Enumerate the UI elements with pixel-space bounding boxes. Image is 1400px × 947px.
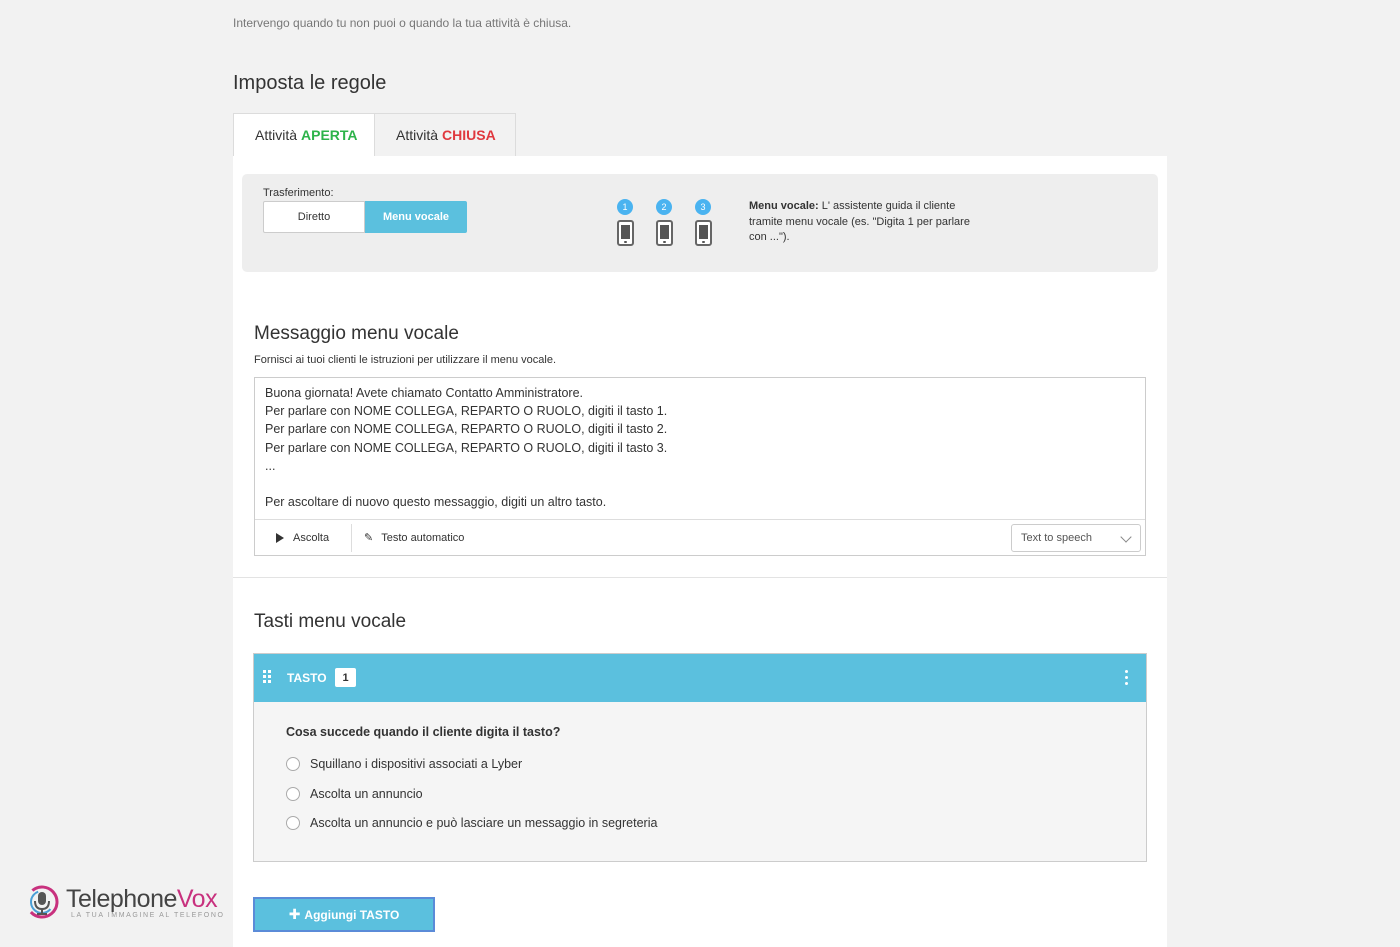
radio-button[interactable] xyxy=(286,816,300,830)
key-card xyxy=(253,653,1147,862)
key-card-header xyxy=(254,654,1146,702)
add-key-label: Aggiungi TASTO xyxy=(304,907,400,922)
option-ring-devices[interactable] xyxy=(286,757,522,771)
chevron-down-icon xyxy=(1120,531,1131,542)
option-label: Squillano i dispositivi associati a Lyber xyxy=(310,757,523,771)
number-badge-1: 1 xyxy=(617,199,633,215)
tab-open-prefix: Attività xyxy=(255,127,298,143)
message-subtitle: Fornisci ai tuoi clienti le istruzioni per utilizzare il menu vocale. xyxy=(254,354,557,366)
pencil-icon: ✎ xyxy=(364,532,374,544)
message-title: Messaggio menu vocale xyxy=(254,323,459,344)
message-toolbar xyxy=(255,519,1145,555)
number-badge-3: 3 xyxy=(695,199,711,215)
logo-telephone: Telephone xyxy=(66,884,177,913)
phone-icon xyxy=(617,220,634,246)
tab-closed[interactable] xyxy=(375,113,516,157)
phones-illustration xyxy=(616,199,712,246)
tab-closed-prefix: Attività xyxy=(396,127,439,143)
tab-open[interactable] xyxy=(233,113,375,157)
more-options-icon[interactable] xyxy=(1125,670,1129,686)
key-question: Cosa succede quando il cliente digita il tasto? xyxy=(286,725,561,739)
telephonevox-logo xyxy=(24,884,225,920)
message-textarea[interactable]: Buona giornata! Avete chiamato Contatto Amministratore. Per parlare con NOME COLLEGA, REPARTO O RUOLO, digiti il tasto 1. Per parlare con NOME COLLEGA, REPARTO O RUOLO, digiti il tasto 2. Per parlare con NOME COLLEGA, REPARTO O RUOLO, digiti il tasto 3. ... Per ascoltare di nuovo questo messaggio, digiti un altro tasto. xyxy=(265,386,668,510)
option-listen-announcement[interactable] xyxy=(286,787,423,801)
radio-button[interactable] xyxy=(286,757,300,771)
key-number-badge: 1 xyxy=(335,668,356,687)
intro-text: Intervengo quando tu non puoi o quando la tua attività è chiusa. xyxy=(233,16,572,30)
message-editor xyxy=(254,377,1146,556)
phone-icon xyxy=(656,220,673,246)
key-label: TASTO xyxy=(287,671,327,685)
plus-icon: ✚ xyxy=(288,906,301,922)
phone-column-1 xyxy=(616,199,634,246)
logo-tagline: LA TUA IMMAGINE AL TELEFONO xyxy=(71,911,225,919)
listen-button[interactable] xyxy=(255,524,352,552)
activity-tabs xyxy=(233,113,516,157)
auto-text-label: Testo automatico xyxy=(381,531,465,544)
transfer-box xyxy=(242,174,1158,272)
transfer-toggle xyxy=(263,201,467,233)
keys-title: Tasti menu vocale xyxy=(254,611,407,632)
tab-open-state: APERTA xyxy=(301,127,358,143)
play-icon xyxy=(276,533,284,543)
rules-panel xyxy=(233,156,1167,947)
voice-menu-description xyxy=(749,199,989,246)
auto-text-button[interactable] xyxy=(352,520,464,555)
tts-select[interactable] xyxy=(1011,524,1141,552)
add-key-button[interactable] xyxy=(253,897,435,932)
phone-icon xyxy=(695,220,712,246)
option-label: Ascolta un annuncio e può lasciare un messaggio in segreteria xyxy=(310,816,658,830)
section-divider xyxy=(233,577,1167,578)
number-badge-2: 2 xyxy=(656,199,672,215)
radio-button[interactable] xyxy=(286,787,300,801)
voice-menu-description-title: Menu vocale: xyxy=(749,200,819,212)
phone-column-2 xyxy=(655,199,673,246)
rules-title: Imposta le regole xyxy=(233,72,387,94)
phone-column-3 xyxy=(694,199,712,246)
microphone-logo-icon xyxy=(24,884,60,920)
tab-closed-state: CHIUSA xyxy=(442,127,496,143)
voice-menu-button[interactable]: Menu vocale xyxy=(365,201,467,233)
voice-menu-description-text: L' assistente guida il cliente tramite menu vocale (es. "Digita 1 per parlare con ..."). xyxy=(749,200,970,243)
transfer-label: Trasferimento: xyxy=(263,187,334,199)
listen-label: Ascolta xyxy=(293,531,330,544)
option-announcement-voicemail[interactable] xyxy=(286,816,657,830)
option-label: Ascolta un annuncio xyxy=(310,787,423,801)
direct-button[interactable]: Diretto xyxy=(263,201,365,233)
logo-vox: Vox xyxy=(176,884,218,913)
tts-select-value: Text to speech xyxy=(1021,532,1092,544)
drag-handle-icon[interactable] xyxy=(263,670,273,684)
